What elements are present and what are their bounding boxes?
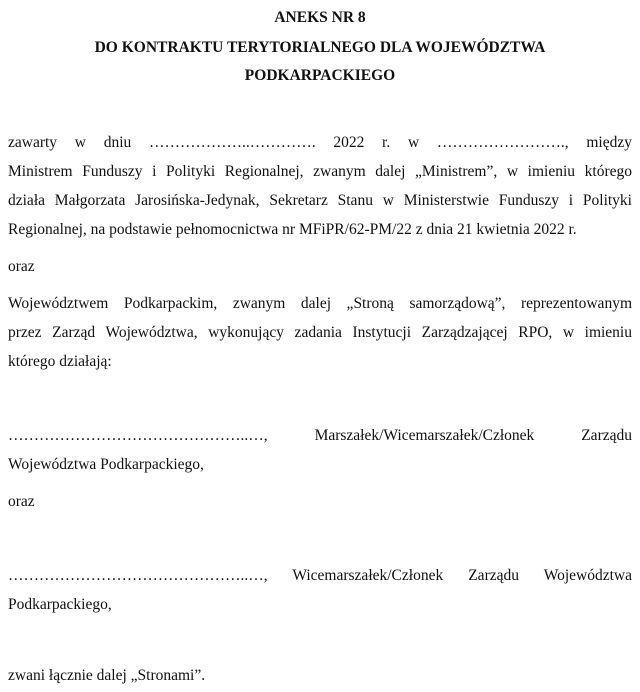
signatory-1-line-1: ………………………………………..…, Marszałek/Wicemarszałek/Członek Zarządu bbox=[8, 427, 632, 444]
signatory-2-line-1: ………………………………………..…, Wicemarszałek/Członek Zarządu Województwa bbox=[8, 567, 632, 584]
paragraph-voivodeship-line-2: przez Zarząd Województwa, wykonujący zadania Instytucji Zarządzającej RPO, w imieniu bbox=[8, 324, 632, 341]
signatory-2-line-2: Podkarpackiego, bbox=[8, 596, 112, 613]
document-title-line-3: PODKARPACKIEGO bbox=[244, 67, 396, 84]
paragraph-parties-line-1: zawarty w dniu ………………..…………. 2022 r. w ……………………., między bbox=[8, 134, 632, 151]
document-title-line-2: DO KONTRAKTU TERYTORIALNEGO DLA WOJEWÓDZTWA bbox=[94, 39, 546, 56]
paragraph-voivodeship-line-3: którego działają: bbox=[8, 353, 112, 370]
document-title-line-1: ANEKS NR 8 bbox=[274, 9, 366, 26]
paragraph-parties-line-3: działa Małgorzata Jarosińska-Jedynak, Sekretarz Stanu w Ministerstwie Funduszy i Polityki bbox=[8, 192, 632, 209]
paragraph-parties-line-4: Regionalnej, na podstawie pełnomocnictwa nr MFiPR/62-PM/22 z dnia 21 kwietnia 2022 r. bbox=[8, 221, 577, 238]
signatory-1-line-2: Województwa Podkarpackiego, bbox=[8, 456, 204, 473]
paragraph-parties-line-2: Ministrem Funduszy i Polityki Regionalnej, zwanym dalej „Ministrem”, w imieniu którego bbox=[8, 163, 632, 180]
closing-statement: zwani łącznie dalej „Stronami”. bbox=[8, 667, 206, 684]
conjunction-oraz-1: oraz bbox=[8, 258, 35, 275]
conjunction-oraz-2: oraz bbox=[8, 493, 35, 510]
paragraph-voivodeship-line-1: Województwem Podkarpackim, zwanym dalej „Stroną samorządową”, reprezentowanym bbox=[8, 295, 632, 312]
